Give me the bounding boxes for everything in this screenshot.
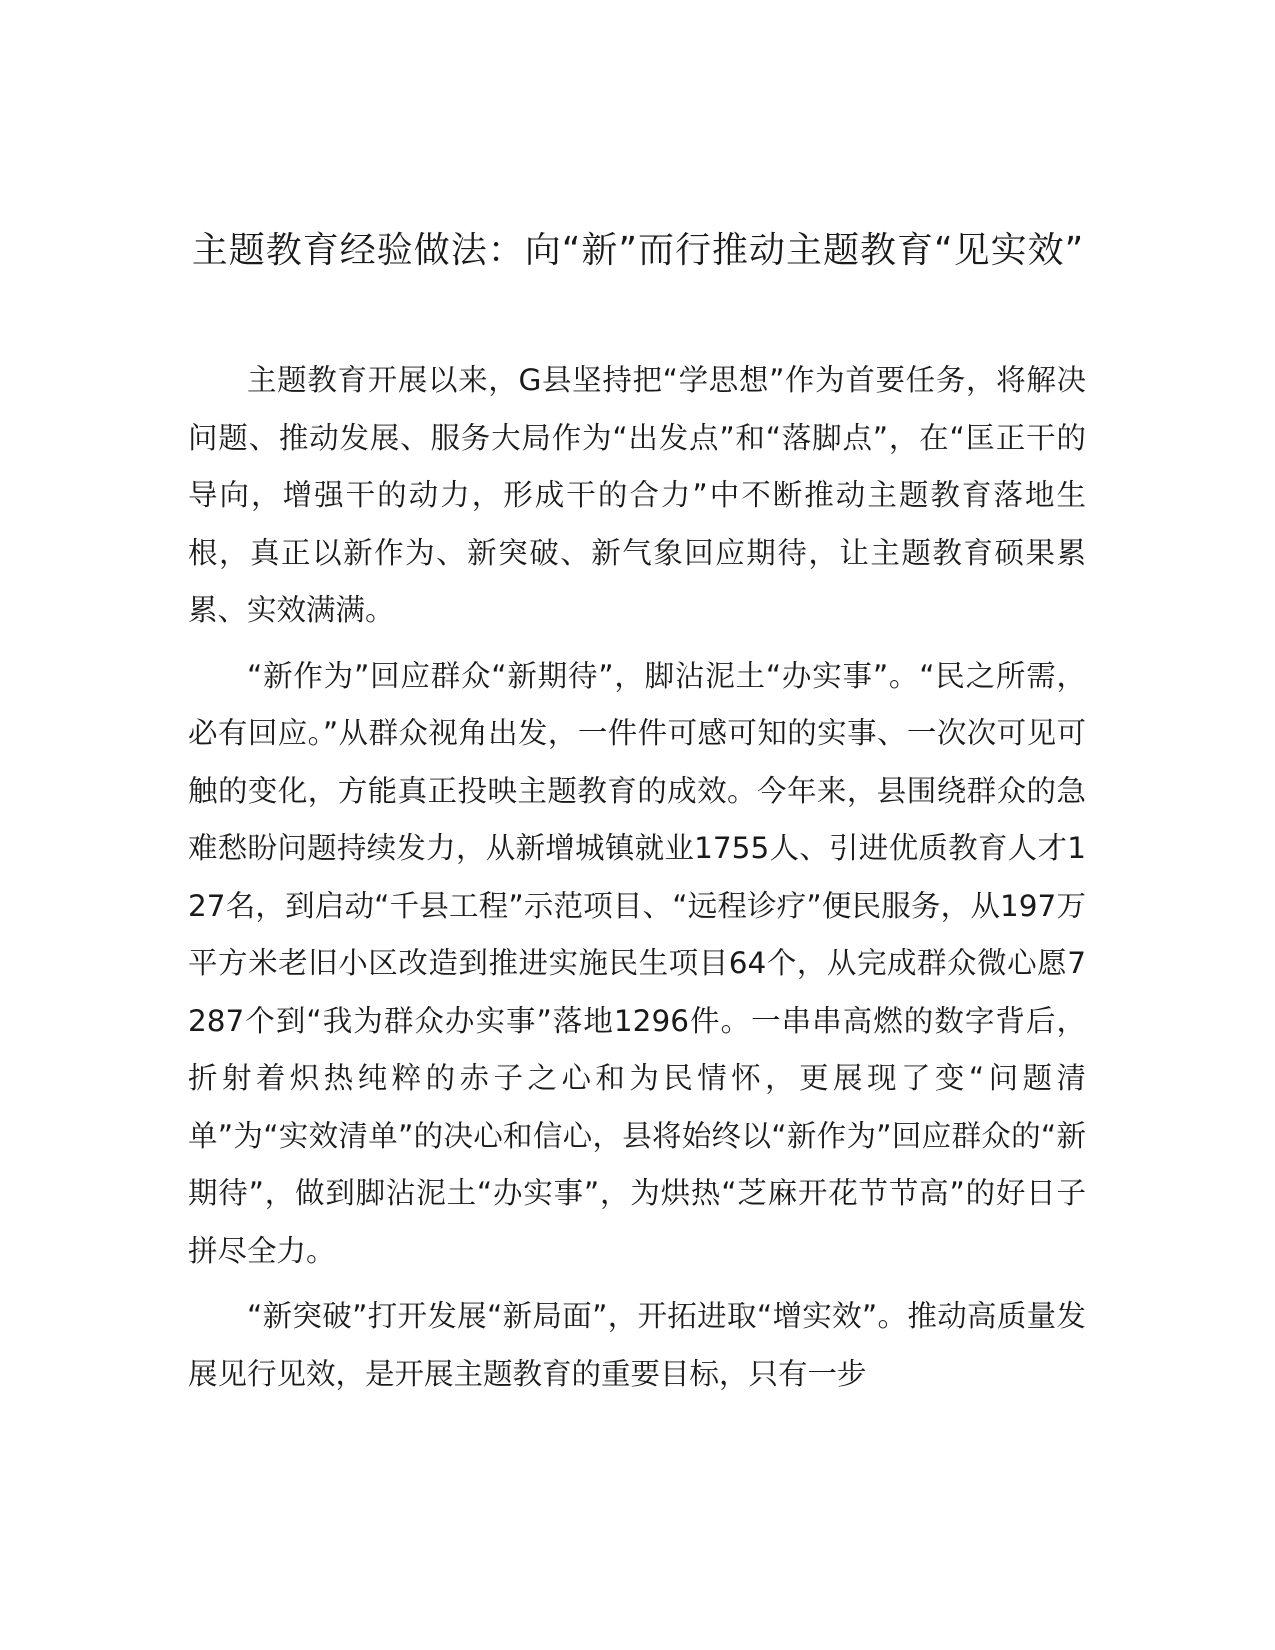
document-title: 主题教育经验做法：向“新”而行推动主题教育“见实效” bbox=[191, 230, 1085, 271]
paragraph-new-action: “新作为”回应群众“新期待”，脚沾泥土“办实事”。“民之所需，必有回应。”从群众视角出发，一件件可感可知的实事、一次次可见可触的变化，方能真正投映主题教育的成效。今年来，县围绕群众的急难愁盼问题持续发力，从新增城镇就业1755人、引进优质教育人才127名，到启动“千县工程”示范项目、“远程诊疗”便民服务，从197万平方米老旧小区改造到推进实施民生项目64个，从完成群众微心愿7287个到“我为群众办实事”落地1296件。一串串高燃的数字背后，折射着炽热纯粹的赤子之心和为民情怀，更展现了变“问题清单”为“实效清单”的决心和信心，县将始终以“新作为”回应群众的“新期待”，做到脚沾泥土“办实事”，为烘热“芝麻开花节节高”的好日子拼尽全力。 bbox=[188, 658, 1086, 1268]
document-body bbox=[188, 352, 1086, 1403]
paragraph-intro: 主题教育开展以来，G县坚持把“学思想”作为首要任务，将解决问题、推动发展、服务大局作为“出发点”和“落脚点”，在“匡正干的导向，增强干的动力，形成干的合力”中不断推动主题教育落地生根，真正以新作为、新突破、新气象回应期待，让主题教育硕果累累、实效满满。 bbox=[188, 363, 1086, 627]
paragraph-new-breakthrough: “新突破”打开发展“新局面”，开拓进取“增实效”。推动高质量发展见行见效，是开展主题教育的重要目标，只有一步 bbox=[188, 1299, 1086, 1391]
